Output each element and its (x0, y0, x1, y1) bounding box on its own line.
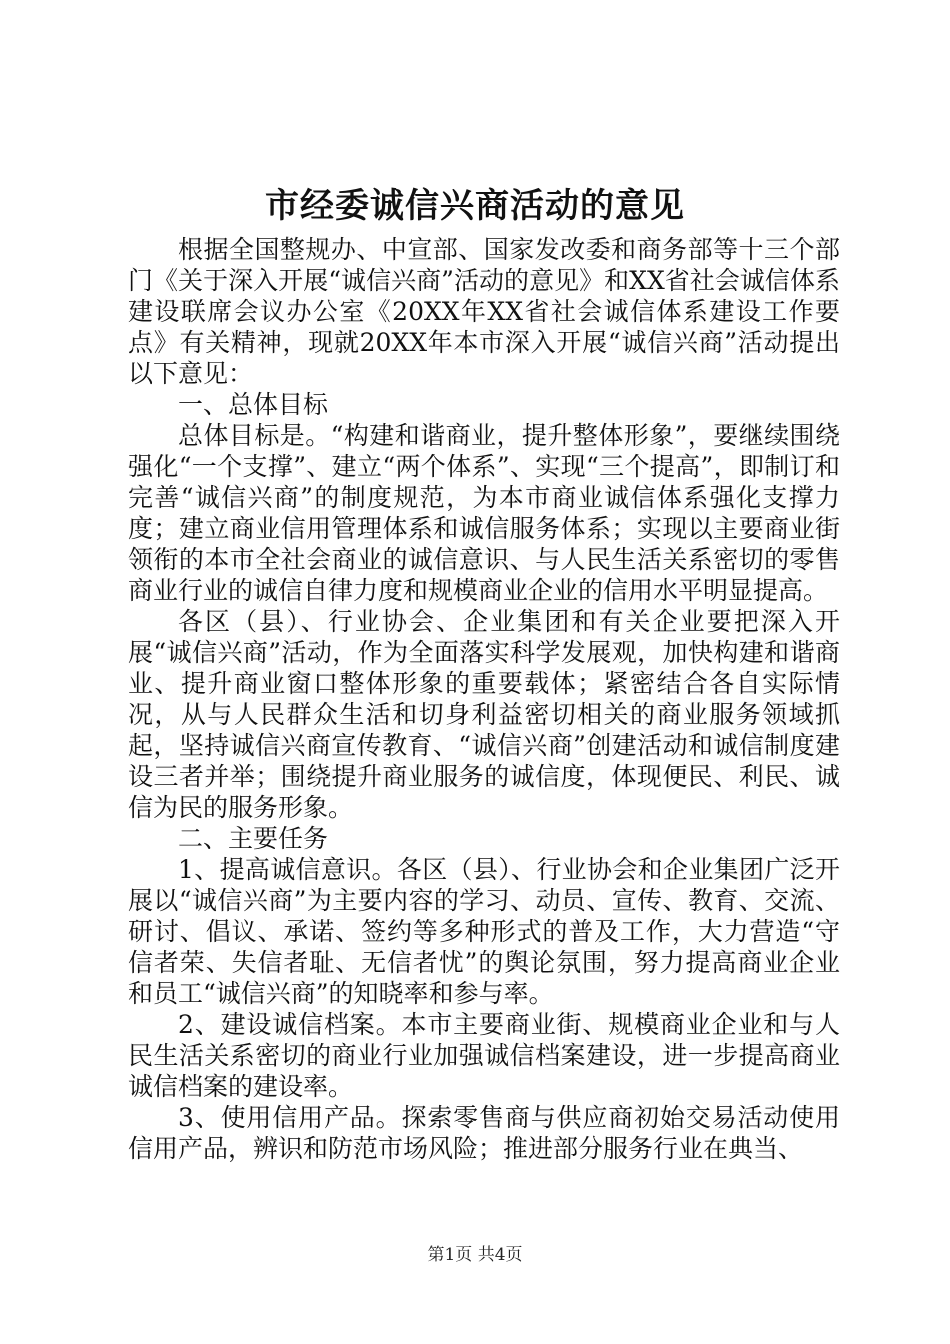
paragraph-intro: 根据全国整规办、中宣部、国家发改委和商务部等十三个部门《关于深入开展“诚信兴商”活动的意见》和XX省社会诚信体系建设联席会议办公室《20XX年XX省社会诚信体系建设工作要点》有关精神，现就20XX年本市深入开展“诚信兴商”活动提出以下意见： (128, 235, 840, 388)
page-footer: 第1页 共4页 (427, 1245, 523, 1265)
document-title: 市经委诚信兴商活动的意见 (265, 186, 685, 226)
paragraph-task-1: 1、提高诚信意识。各区（县）、行业协会和企业集团广泛开展以“诚信兴商”为主要内容的学习、动员、宣传、教育、交流、研讨、倡议、承诺、签约等多种形式的普及工作，大力营造“守信者荣、失信者耻、无信者忧”的舆论氛围，努力提高商业企业和员工“诚信兴商”的知晓率和参与率。 (128, 855, 840, 1008)
document-body (128, 234, 840, 1164)
paragraph-districts: 各区（县）、行业协会、企业集团和有关企业要把深入开展“诚信兴商”活动，作为全面落实科学发展观，加快构建和谐商业、提升商业窗口整体形象的重要载体；紧密结合各自实际情况，从与人民群众生活和切身利益密切相关的商业服务领域抓起，坚持诚信兴商宣传教育、“诚信兴商”创建活动和诚信制度建设三者并举；围绕提升商业服务的诚信度，体现便民、利民、诚信为民的服务形象。 (128, 607, 840, 822)
section-heading-2: 二、主要任务 (178, 824, 329, 853)
section-heading-1: 一、总体目标 (178, 390, 329, 419)
paragraph-task-3: 3、使用信用产品。探索零售商与供应商初始交易活动使用信用产品，辨识和防范市场风险；推进部分服务行业在典当、 (128, 1103, 840, 1163)
paragraph-task-2: 2、建设诚信档案。本市主要商业街、规模商业企业和与人民生活关系密切的商业行业加强诚信档案建设，进一步提高商业诚信档案的建设率。 (128, 1010, 840, 1101)
paragraph-goal: 总体目标是。“构建和谐商业，提升整体形象”，要继续围绕强化“一个支撑”、建立“两个体系”、实现“三个提高”，即制订和完善“诚信兴商”的制度规范，为本市商业诚信体系强化支撑力度；建立商业信用管理体系和诚信服务体系；实现以主要商业街领衔的本市全社会商业的诚信意识、与人民生活关系密切的零售商业行业的诚信自律力度和规模商业企业的信用水平明显提高。 (128, 421, 840, 605)
